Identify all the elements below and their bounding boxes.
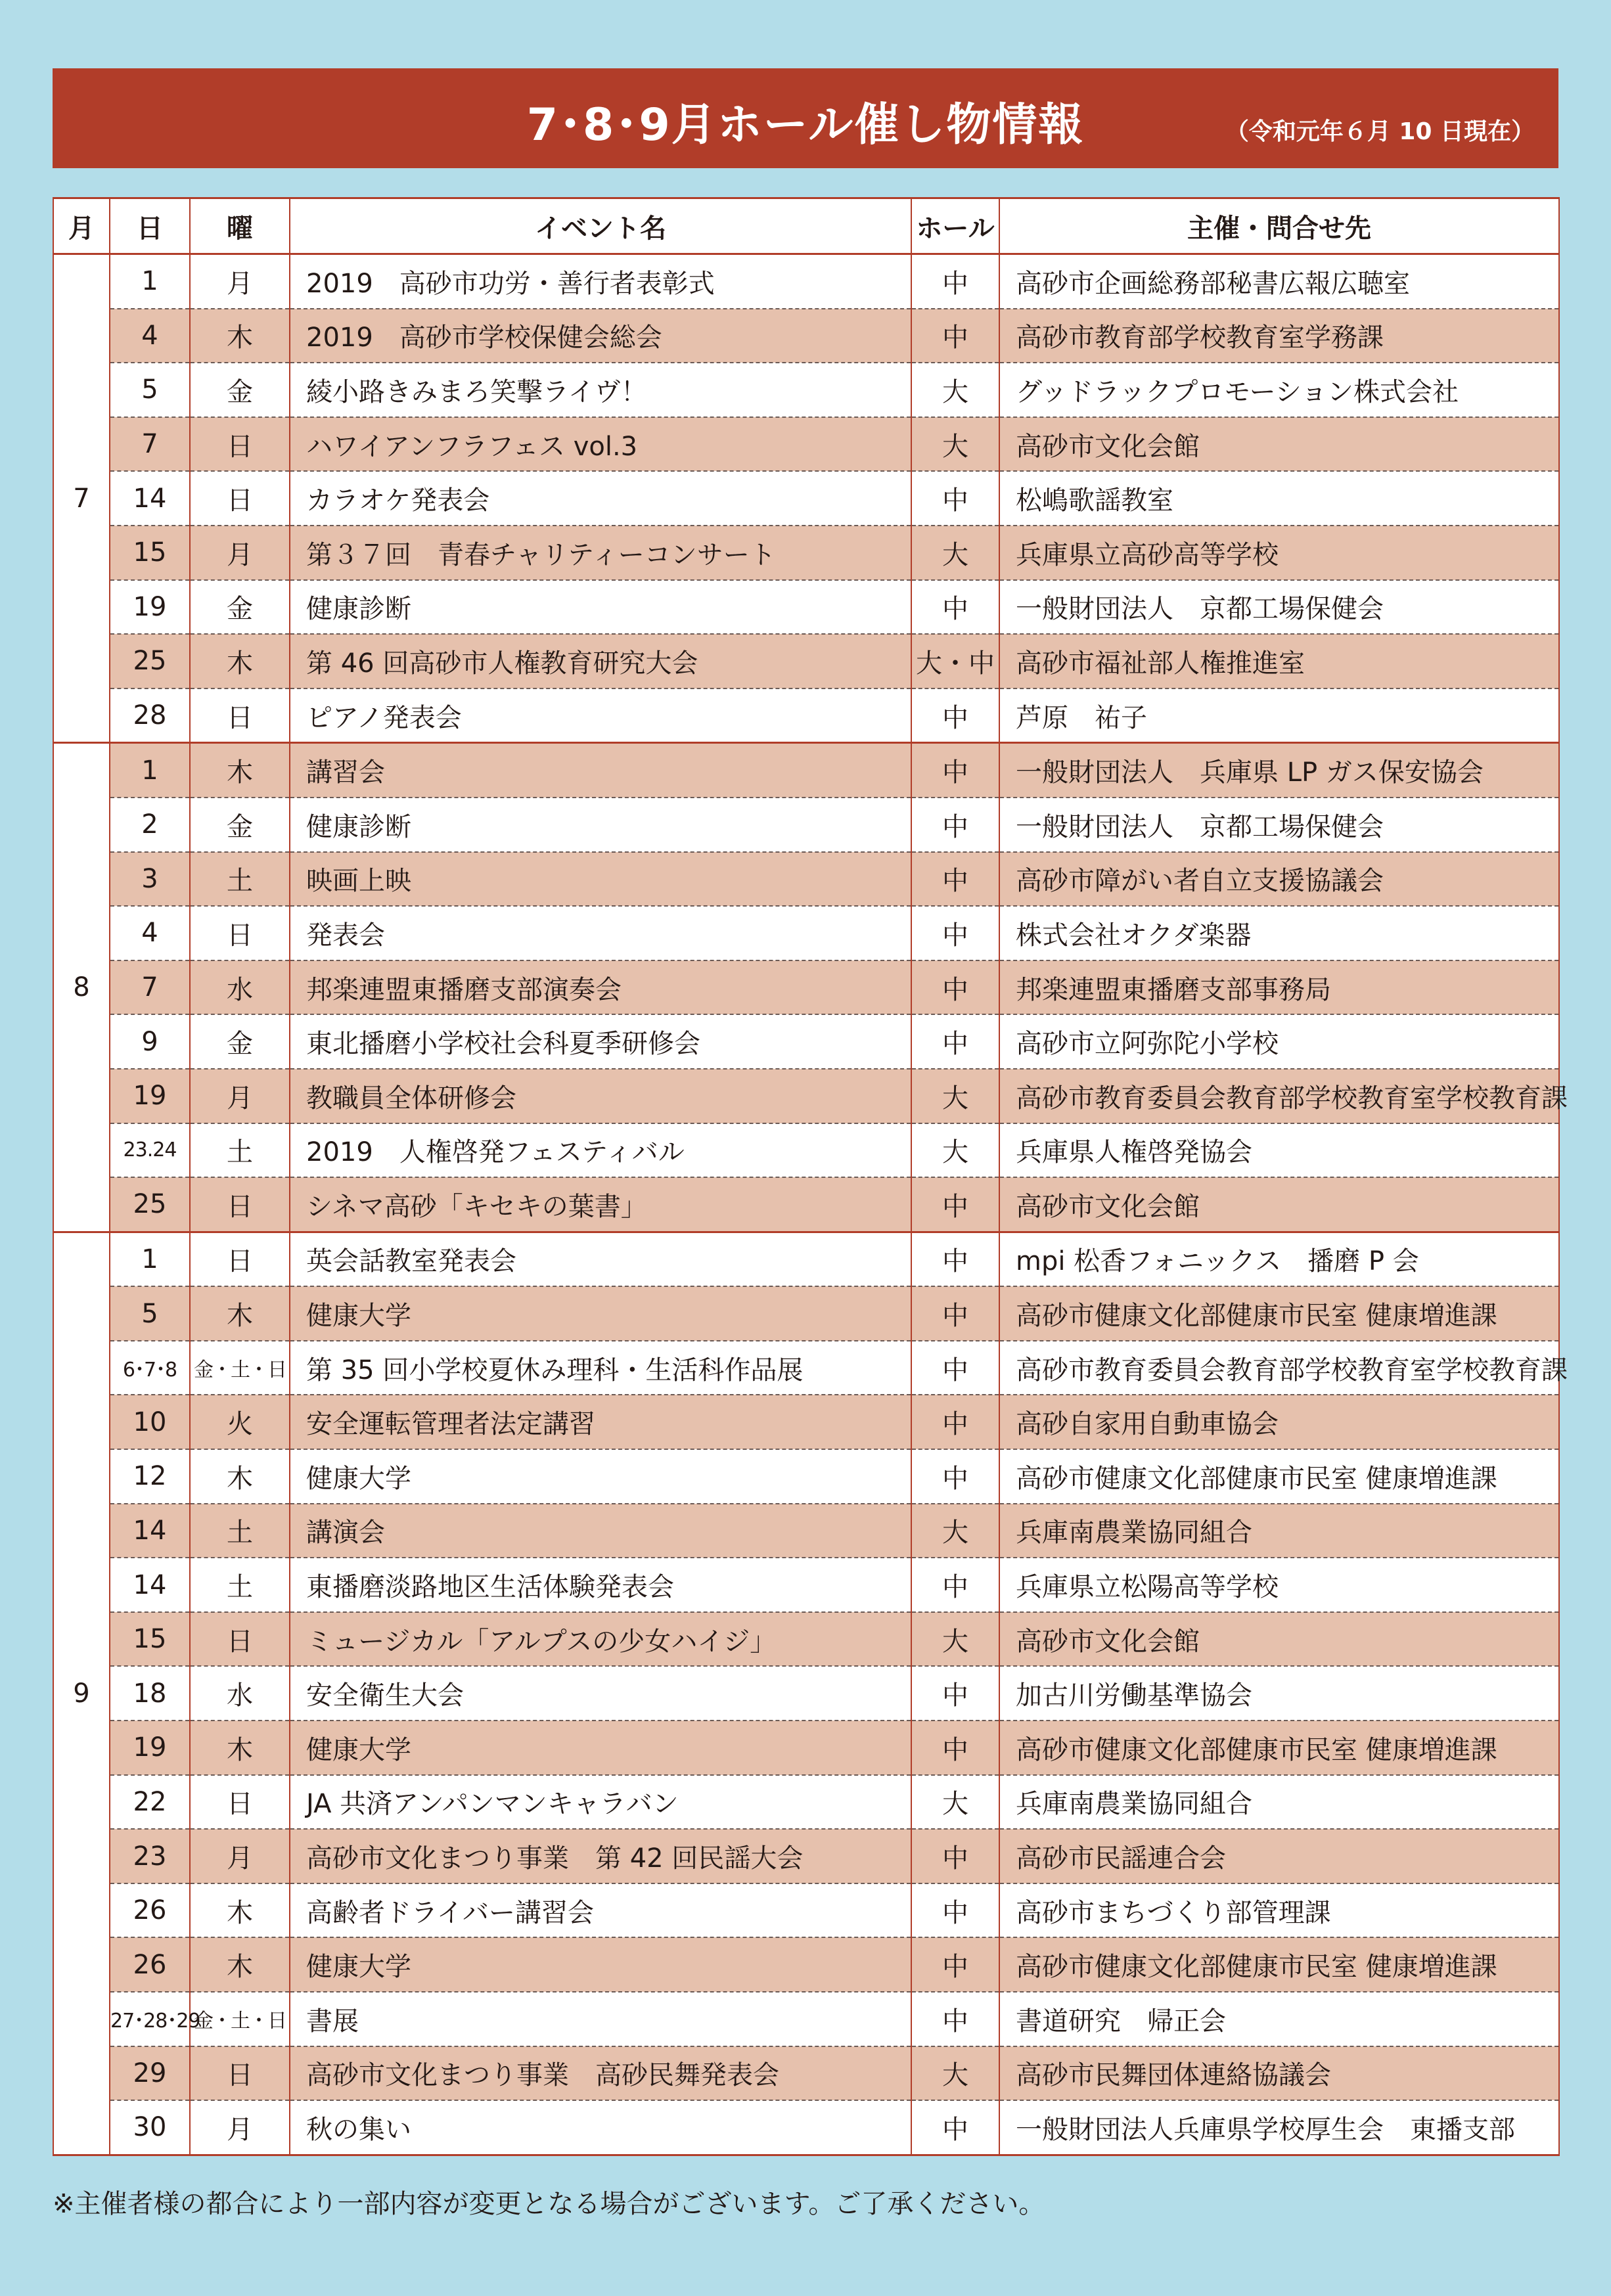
weekday-cell: 木 — [190, 1286, 290, 1341]
day-cell: 7 — [110, 960, 190, 1015]
hall-cell: 中 — [911, 1177, 999, 1232]
weekday-cell: 月 — [190, 1829, 290, 1883]
day-cell: 18 — [110, 1666, 190, 1721]
day-cell: 25 — [110, 1177, 190, 1232]
table-row — [53, 634, 1559, 688]
organizer-cell: 一般財団法人 京都工場保健会 — [999, 798, 1559, 852]
event-name-cell: 第 35 回小学校夏休み理科・生活科作品展 — [290, 1341, 911, 1395]
event-name-cell: 第 46 回高砂市人権教育研究大会 — [290, 634, 911, 688]
event-name-cell: 東播磨淡路地区生活体験発表会 — [290, 1558, 911, 1612]
organizer-cell: 高砂市健康文化部健康市民室 健康増進課 — [999, 1449, 1559, 1504]
day-cell: 6･7･8 — [110, 1341, 190, 1395]
day-cell: 26 — [110, 1937, 190, 1992]
weekday-cell: 日 — [190, 906, 290, 960]
day-cell: 4 — [110, 309, 190, 363]
column-header-organizer: 主催・問合せ先 — [999, 198, 1559, 254]
weekday-cell: 木 — [190, 743, 290, 798]
day-cell: 30 — [110, 2100, 190, 2155]
event-name-cell: 2019 高砂市学校保健会総会 — [290, 309, 911, 363]
hall-cell: 中 — [911, 1937, 999, 1992]
hall-cell: 中 — [911, 852, 999, 907]
weekday-cell: 木 — [190, 1449, 290, 1504]
weekday-cell: 日 — [190, 2046, 290, 2101]
organizer-cell: 芦原 祐子 — [999, 688, 1559, 743]
weekday-cell: 日 — [190, 1775, 290, 1830]
hall-cell: 大 — [911, 2046, 999, 2101]
weekday-cell: 土 — [190, 1123, 290, 1178]
weekday-cell: 日 — [190, 688, 290, 743]
events-table — [53, 197, 1568, 2156]
month-cell: 9 — [53, 1232, 110, 2155]
weekday-cell: 日 — [190, 1177, 290, 1232]
hall-cell: 中 — [911, 580, 999, 635]
event-name-cell: ハワイアンフラフェス vol.3 — [290, 417, 911, 472]
weekday-cell: 土 — [190, 1504, 290, 1558]
hall-cell: 中 — [911, 1395, 999, 1449]
organizer-cell: 高砂市文化会館 — [999, 1612, 1559, 1667]
event-name-cell: 健康診断 — [290, 798, 911, 852]
organizer-cell: 高砂市まちづくり部管理課 — [999, 1883, 1559, 1938]
event-name-cell: 安全運転管理者法定講習 — [290, 1395, 911, 1449]
as-of-date: （令和元年６月 10 日現在） — [1225, 118, 1535, 145]
hall-cell: 大 — [911, 417, 999, 472]
weekday-cell: 金 — [190, 1014, 290, 1069]
organizer-cell: 高砂市民舞団体連絡協議会 — [999, 2046, 1559, 2101]
day-cell: 10 — [110, 1395, 190, 1449]
weekday-cell: 金 — [190, 363, 290, 417]
hall-cell: 大・中 — [911, 634, 999, 688]
table-row — [53, 1123, 1559, 1178]
weekday-cell: 月 — [190, 526, 290, 580]
column-header-day: 日 — [110, 198, 190, 254]
table-row — [53, 1014, 1559, 1069]
table-row — [53, 1829, 1559, 1883]
table-row — [53, 906, 1559, 960]
hall-cell: 大 — [911, 1504, 999, 1558]
event-name-cell: 健康大学 — [290, 1286, 911, 1341]
title-banner — [53, 68, 1558, 168]
weekday-cell: 水 — [190, 1666, 290, 1721]
hall-cell: 中 — [911, 309, 999, 363]
table-row — [53, 471, 1559, 526]
event-name-cell: 高齢者ドライバー講習会 — [290, 1883, 911, 1938]
table-row — [53, 743, 1559, 798]
hall-cell: 中 — [911, 1883, 999, 1938]
table-row — [53, 1449, 1559, 1504]
organizer-cell: 松嶋歌謡教室 — [999, 471, 1559, 526]
weekday-cell: 水 — [190, 960, 290, 1015]
event-name-cell: 映画上映 — [290, 852, 911, 907]
weekday-cell: 火 — [190, 1395, 290, 1449]
table-row — [53, 1883, 1559, 1938]
month-cell: 7 — [53, 254, 110, 743]
weekday-cell: 金 — [190, 580, 290, 635]
column-header-hall: ホール — [911, 198, 999, 254]
day-cell: 27･28･29 — [110, 1992, 190, 2046]
event-name-cell: 講習会 — [290, 743, 911, 798]
table-row — [53, 1612, 1559, 1667]
hall-cell: 大 — [911, 363, 999, 417]
weekday-cell: 木 — [190, 309, 290, 363]
event-name-cell: シネマ高砂「キセキの葉書」 — [290, 1177, 911, 1232]
organizer-cell: 邦楽連盟東播磨支部事務局 — [999, 960, 1559, 1015]
table-row — [53, 1395, 1559, 1449]
event-name-cell: 2019 人権啓発フェスティバル — [290, 1123, 911, 1178]
event-name-cell: 第３７回 青春チャリティーコンサート — [290, 526, 911, 580]
hall-cell: 中 — [911, 1286, 999, 1341]
weekday-cell: 木 — [190, 634, 290, 688]
event-name-cell: 秋の集い — [290, 2100, 911, 2155]
table-row — [53, 1937, 1559, 1992]
day-cell: 15 — [110, 1612, 190, 1667]
event-name-cell: 2019 高砂市功労・善行者表彰式 — [290, 254, 911, 309]
hall-cell: 中 — [911, 254, 999, 309]
organizer-cell: 高砂市健康文化部健康市民室 健康増進課 — [999, 1721, 1559, 1775]
day-cell: 12 — [110, 1449, 190, 1504]
day-cell: 23.24 — [110, 1123, 190, 1178]
weekday-cell: 木 — [190, 1883, 290, 1938]
table-row — [53, 688, 1559, 743]
table-row — [53, 1721, 1559, 1775]
column-header-month: 月 — [53, 198, 110, 254]
table-row — [53, 798, 1559, 852]
weekday-cell: 月 — [190, 254, 290, 309]
organizer-cell: 高砂市福祉部人権推進室 — [999, 634, 1559, 688]
organizer-cell: グッドラックプロモーション株式会社 — [999, 363, 1559, 417]
day-cell: 23 — [110, 1829, 190, 1883]
hall-cell: 中 — [911, 1232, 999, 1286]
hall-cell: 中 — [911, 1721, 999, 1775]
day-cell: 28 — [110, 688, 190, 743]
event-name-cell: 安全衛生大会 — [290, 1666, 911, 1721]
organizer-cell: 高砂市文化会館 — [999, 1177, 1559, 1232]
organizer-cell: 株式会社オクダ楽器 — [999, 906, 1559, 960]
event-name-cell: 英会話教室発表会 — [290, 1232, 911, 1286]
day-cell: 3 — [110, 852, 190, 907]
weekday-cell: 金・土・日 — [190, 1992, 290, 2046]
organizer-cell: 一般財団法人兵庫県学校厚生会 東播支部 — [999, 2100, 1559, 2155]
organizer-cell: 高砂市教育委員会教育部学校教育室学校教育課 — [999, 1069, 1559, 1123]
day-cell: 19 — [110, 580, 190, 635]
table-row — [53, 363, 1559, 417]
organizer-cell: 一般財団法人 兵庫県 LP ガス保安協会 — [999, 743, 1559, 798]
weekday-cell: 木 — [190, 1937, 290, 1992]
organizer-cell: 高砂市民謡連合会 — [999, 1829, 1559, 1883]
day-cell: 26 — [110, 1883, 190, 1938]
column-header-event: イベント名 — [290, 198, 911, 254]
event-name-cell: 健康診断 — [290, 580, 911, 635]
organizer-cell: 兵庫南農業協同組合 — [999, 1775, 1559, 1830]
table-row — [53, 1177, 1559, 1232]
organizer-cell: 兵庫南農業協同組合 — [999, 1504, 1559, 1558]
day-cell: 22 — [110, 1775, 190, 1830]
day-cell: 7 — [110, 417, 190, 472]
hall-cell: 中 — [911, 2100, 999, 2155]
day-cell: 19 — [110, 1721, 190, 1775]
day-cell: 5 — [110, 363, 190, 417]
table-row — [53, 1504, 1559, 1558]
hall-cell: 中 — [911, 1829, 999, 1883]
table-row — [53, 1232, 1559, 1286]
day-cell: 25 — [110, 634, 190, 688]
weekday-cell: 木 — [190, 1721, 290, 1775]
day-cell: 9 — [110, 1014, 190, 1069]
event-name-cell: 講演会 — [290, 1504, 911, 1558]
hall-cell: 中 — [911, 743, 999, 798]
table-row — [53, 1558, 1559, 1612]
organizer-cell: 高砂市企画総務部秘書広報広聴室 — [999, 254, 1559, 309]
table-row — [53, 2100, 1559, 2155]
day-cell: 19 — [110, 1069, 190, 1123]
day-cell: 1 — [110, 1232, 190, 1286]
footnote: ※主催者様の都合により一部内容が変更となる場合がございます。ご了承ください。 — [53, 2189, 1045, 2219]
organizer-cell: 一般財団法人 京都工場保健会 — [999, 580, 1559, 635]
hall-cell: 大 — [911, 1775, 999, 1830]
event-name-cell: ミュージカル「アルプスの少女ハイジ」 — [290, 1612, 911, 1667]
table-row — [53, 309, 1559, 363]
hall-cell: 大 — [911, 526, 999, 580]
table-row — [53, 526, 1559, 580]
weekday-cell: 日 — [190, 471, 290, 526]
table-row — [53, 1341, 1559, 1395]
organizer-cell: 加古川労働基準協会 — [999, 1666, 1559, 1721]
event-name-cell: 高砂市文化まつり事業 高砂民舞発表会 — [290, 2046, 911, 2101]
table-row — [53, 2046, 1559, 2101]
hall-cell: 中 — [911, 1014, 999, 1069]
event-name-cell: 東北播磨小学校社会科夏季研修会 — [290, 1014, 911, 1069]
organizer-cell: 高砂市教育委員会教育部学校教育室学校教育課 — [999, 1341, 1559, 1395]
organizer-cell: mpi 松香フォニックス 播磨 P 会 — [999, 1232, 1559, 1286]
hall-cell: 大 — [911, 1069, 999, 1123]
hall-cell: 中 — [911, 798, 999, 852]
weekday-cell: 土 — [190, 1558, 290, 1612]
table-row — [53, 960, 1559, 1015]
day-cell: 1 — [110, 254, 190, 309]
event-name-cell: カラオケ発表会 — [290, 471, 911, 526]
weekday-cell: 土 — [190, 852, 290, 907]
hall-cell: 中 — [911, 1341, 999, 1395]
day-cell: 2 — [110, 798, 190, 852]
organizer-cell: 高砂市障がい者自立支援協議会 — [999, 852, 1559, 907]
page-title: 7･8･9月ホール催し物情報 — [526, 99, 1085, 151]
event-name-cell: JA 共済アンパンマンキャラバン — [290, 1775, 911, 1830]
hall-cell: 中 — [911, 1558, 999, 1612]
table-row — [53, 1992, 1559, 2046]
table-header-row — [53, 198, 1559, 254]
table-row — [53, 1775, 1559, 1830]
event-name-cell: 書展 — [290, 1992, 911, 2046]
event-name-cell: 発表会 — [290, 906, 911, 960]
day-cell: 14 — [110, 1558, 190, 1612]
day-cell: 5 — [110, 1286, 190, 1341]
table-row — [53, 417, 1559, 472]
event-name-cell: ピアノ発表会 — [290, 688, 911, 743]
organizer-cell: 兵庫県立高砂高等学校 — [999, 526, 1559, 580]
hall-cell: 中 — [911, 1992, 999, 2046]
organizer-cell: 高砂市健康文化部健康市民室 健康増進課 — [999, 1937, 1559, 1992]
event-name-cell: 高砂市文化まつり事業 第 42 回民謡大会 — [290, 1829, 911, 1883]
weekday-cell: 金・土・日 — [190, 1341, 290, 1395]
organizer-cell: 兵庫県立松陽高等学校 — [999, 1558, 1559, 1612]
page — [53, 0, 1568, 2296]
day-cell: 14 — [110, 471, 190, 526]
column-header-weekday: 曜 — [190, 198, 290, 254]
organizer-cell: 書道研究 帰正会 — [999, 1992, 1559, 2046]
hall-cell: 大 — [911, 1123, 999, 1178]
organizer-cell: 高砂市文化会館 — [999, 417, 1559, 472]
weekday-cell: 月 — [190, 2100, 290, 2155]
day-cell: 1 — [110, 743, 190, 798]
table-row — [53, 254, 1559, 309]
day-cell: 4 — [110, 906, 190, 960]
table-row — [53, 852, 1559, 907]
event-name-cell: 健康大学 — [290, 1449, 911, 1504]
hall-cell: 大 — [911, 1612, 999, 1667]
table-row — [53, 1069, 1559, 1123]
weekday-cell: 日 — [190, 1232, 290, 1286]
table-row — [53, 1666, 1559, 1721]
event-name-cell: 健康大学 — [290, 1937, 911, 1992]
organizer-cell: 高砂市立阿弥陀小学校 — [999, 1014, 1559, 1069]
event-name-cell: 邦楽連盟東播磨支部演奏会 — [290, 960, 911, 1015]
table-row — [53, 1286, 1559, 1341]
organizer-cell: 高砂市教育部学校教育室学務課 — [999, 309, 1559, 363]
hall-cell: 中 — [911, 1449, 999, 1504]
events-table-body — [53, 254, 1568, 2155]
month-cell: 8 — [53, 743, 110, 1232]
weekday-cell: 金 — [190, 798, 290, 852]
hall-cell: 中 — [911, 688, 999, 743]
day-cell: 29 — [110, 2046, 190, 2101]
hall-cell: 中 — [911, 906, 999, 960]
organizer-cell: 兵庫県人権啓発協会 — [999, 1123, 1559, 1178]
weekday-cell: 日 — [190, 1612, 290, 1667]
organizer-cell: 高砂市健康文化部健康市民室 健康増進課 — [999, 1286, 1559, 1341]
table-row — [53, 580, 1559, 635]
hall-cell: 中 — [911, 1666, 999, 1721]
event-name-cell: 教職員全体研修会 — [290, 1069, 911, 1123]
day-cell: 14 — [110, 1504, 190, 1558]
event-name-cell: 健康大学 — [290, 1721, 911, 1775]
event-name-cell: 綾小路きみまろ笑撃ライヴ！ — [290, 363, 911, 417]
weekday-cell: 月 — [190, 1069, 290, 1123]
hall-cell: 中 — [911, 960, 999, 1015]
hall-cell: 中 — [911, 471, 999, 526]
organizer-cell: 高砂自家用自動車協会 — [999, 1395, 1559, 1449]
day-cell: 15 — [110, 526, 190, 580]
weekday-cell: 日 — [190, 417, 290, 472]
